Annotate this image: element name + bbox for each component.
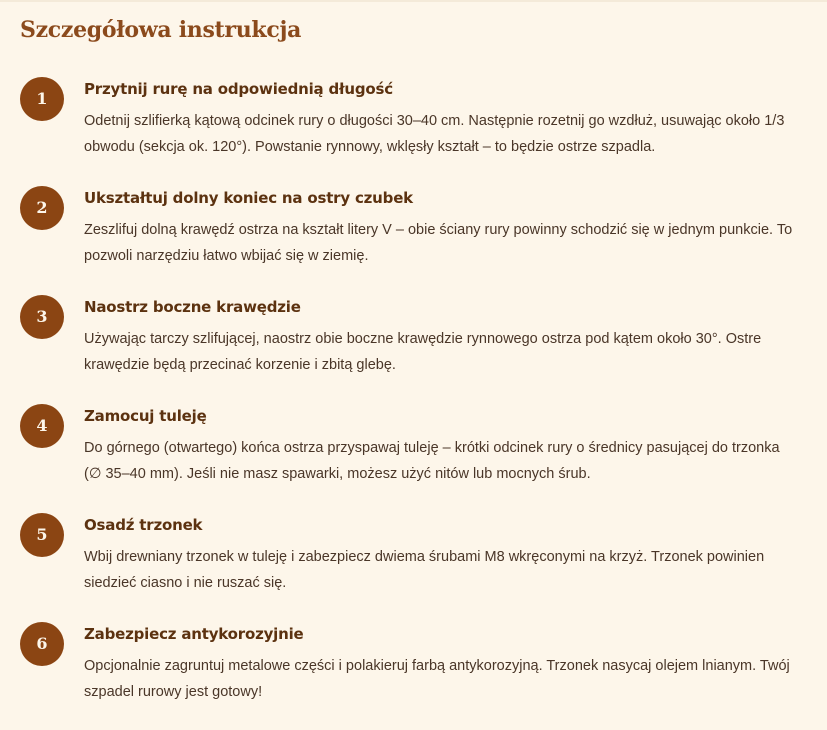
step-item-6 [20,621,807,730]
step-description: Zeszlifuj dolną krawędź ostrza na kształt litery V – obie ściany rury powinny schodzić się w jednym punkcie. To pozwoli narzędziu łatwo wbijać się w ziemię. [84,222,793,264]
step-content [84,76,796,160]
step-content [84,512,796,596]
step-item-3 [20,294,807,403]
step-number-badge: 3 [20,295,64,339]
step-item-1 [20,76,807,185]
step-description: Odetnij szlifierką kątową odcinek rury o długości 30–40 cm. Następnie rozetnij go wzdłuż, usuwając około 1/3 obwodu (sekcja ok. 120°). Powstanie rynnowy, wklęsły kształt – to będzie ostrze szpadla. [84,113,785,155]
step-content [84,403,796,487]
step-number-badge: 2 [20,186,64,230]
step-description: Wbij drewniany trzonek w tuleję i zabezpiecz dwiema śrubami M8 wkręconymi na krzyż. Trzonek powinien siedzieć ciasno i nie ruszać się. [84,549,765,591]
step-item-4 [20,403,807,512]
step-number-badge: 5 [20,513,64,557]
step-item-5 [20,512,807,621]
step-number-badge: 6 [20,622,64,666]
step-title: Osadź trzonek [84,516,203,534]
step-content [84,185,796,269]
steps-list [20,76,807,730]
step-number-badge: 1 [20,77,64,121]
step-title: Ukształtuj dolny koniec na ostry czubek [84,189,413,207]
step-description: Do górnego (otwartego) końca ostrza przyspawaj tuleję – krótki odcinek rury o średnicy pasującej do trzonka (∅ 35–40 mm). Jeśli nie masz spawarki, możesz użyć nitów lub mocnych śrub. [84,440,780,482]
step-content [84,294,796,378]
step-content [84,621,796,705]
step-title: Zamocuj tuleję [84,407,207,425]
step-title: Przytnij rurę na odpowiednią długość [84,80,393,98]
step-title: Naostrz boczne krawędzie [84,298,301,316]
section-title: Szczegółowa instrukcja [20,17,302,43]
step-title: Zabezpiecz antykorozyjnie [84,625,304,643]
step-item-2 [20,185,807,294]
step-number-badge: 4 [20,404,64,448]
step-description: Opcjonalnie zagruntuj metalowe części i polakieruj farbą antykorozyjną. Trzonek nasycaj olejem lnianym. Twój szpadel rurowy jest gotowy! [84,658,790,700]
step-description: Używając tarczy szlifującej, naostrz obie boczne krawędzie rynnowego ostrza pod kątem około 30°. Ostre krawędzie będą przecinać korzenie i zbitą glebę. [84,331,762,373]
